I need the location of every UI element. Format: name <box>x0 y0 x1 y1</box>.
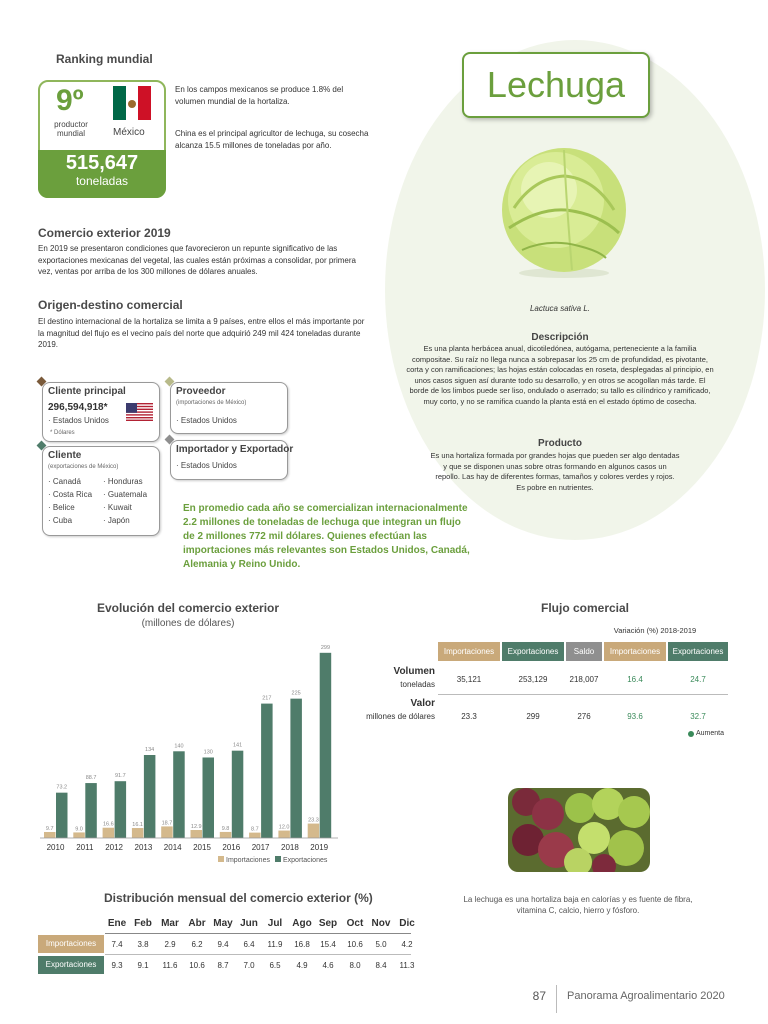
scientific-name: Lactuca sativa L. <box>529 304 591 313</box>
import-value-label: 9.0 <box>75 826 83 833</box>
flujo-header-saldo: Saldo <box>566 642 602 661</box>
lettuce-photo <box>508 788 650 872</box>
row-label-volumen: Volumen <box>393 666 435 677</box>
usa-flag-icon <box>126 403 153 421</box>
comercio-heading: Comercio exterior 2019 <box>38 226 171 240</box>
export-value-label: 91.7 <box>114 773 126 780</box>
month-header: May <box>213 918 233 929</box>
ranking-heading: Ranking mundial <box>56 52 153 66</box>
impexp-country: · Estados Unidos <box>176 461 237 470</box>
month-header: Ene <box>107 918 127 929</box>
import-bar <box>132 828 144 838</box>
ranking-text-2: China es el principal agricultor de lechuga, su cosecha alcanza 15.5 millones de toneladas por año. <box>175 129 369 150</box>
cliente-item: · Canadá <box>48 477 81 486</box>
monthly-cell: 6.5 <box>269 961 281 970</box>
export-bar <box>203 757 215 838</box>
monthly-cell: 7.0 <box>243 961 255 970</box>
monthly-cell: 8.4 <box>375 961 387 970</box>
table-divider <box>438 694 728 695</box>
origen-text: El destino internacional de la hortaliza se limita a 9 países, entre ellos el más importante por la magnitud del flujo es el vecino país del norte que adquirió 249 mil 424 toneladas durante 2019. <box>38 317 365 349</box>
photo-caption: La lechuga es una hortaliza baja en calorías y es fuente de fibra, vitamina C, calcio, hierro y fósforo. <box>463 895 693 915</box>
export-value-label: 73.2 <box>56 784 68 791</box>
export-value-label: 141 <box>232 742 243 749</box>
monthly-cell: 9.3 <box>111 961 123 970</box>
impexp-title: Importador y Exportador <box>176 444 294 455</box>
monthly-cell: 4.9 <box>296 961 308 970</box>
import-bar <box>44 832 56 838</box>
export-bar <box>173 751 185 838</box>
publication-name: Panorama Agroalimentario 2020 <box>567 990 725 1002</box>
cliente-item: · Cuba <box>48 516 73 525</box>
import-bar <box>308 824 320 838</box>
monthly-cell: 11.3 <box>399 961 415 970</box>
flujo-cell: 23.3 <box>461 712 477 721</box>
product-text: Es una hortaliza formada por grandes hojas que pueden ser algo dentadas y que se disponen unas sobre otras formando en algunos casos un repollo. Las hay de diferentes formas, tamaños y colores verdes y rojos. Es pobre en nutrientes. <box>430 451 680 492</box>
export-bar <box>261 704 273 838</box>
proveedor-sub: (importaciones de México) <box>176 400 247 406</box>
export-value-label: 225 <box>291 690 301 697</box>
monthly-cell: 4.6 <box>322 961 334 970</box>
export-bar <box>85 783 97 838</box>
proveedor-title: Proveedor <box>176 386 226 397</box>
x-tick-label: 2012 <box>105 843 123 852</box>
x-tick-label: 2014 <box>163 843 182 852</box>
monthly-cell: 10.6 <box>347 940 363 949</box>
cliente-item: · Honduras <box>103 477 143 486</box>
flujo-cell: 276 <box>577 712 591 721</box>
monthly-divider <box>105 954 411 955</box>
import-bar <box>249 833 261 838</box>
month-header: Jun <box>240 918 258 929</box>
monthly-cell: 11.9 <box>267 940 283 949</box>
import-value-label: 12.9 <box>190 824 202 831</box>
chart-title: Evolución del comercio exterior <box>96 601 280 615</box>
monthly-divider <box>105 933 411 934</box>
comercio-text: En 2019 se presentaron condiciones que favorecieron un repunte significativo de las exportaciones mexicanas del vegetal, las cuales están próximas a consolidar, por primera vez, ventas por arriba de los 300 millones de dólares anuales. <box>38 244 356 276</box>
import-value-label: 16.1 <box>132 822 144 829</box>
export-value-label: 130 <box>203 749 213 756</box>
month-header: Feb <box>134 918 152 929</box>
flujo-heading: Flujo comercial <box>540 601 630 615</box>
import-value-label: 18.7 <box>161 820 173 827</box>
monthly-cell: 15.4 <box>320 940 336 949</box>
monthly-cell: 4.2 <box>401 940 413 949</box>
flujo-cell: 16.4 <box>627 675 643 684</box>
flujo-cell: 218,007 <box>569 675 599 684</box>
monthly-cell: 8.0 <box>349 961 361 970</box>
import-bar <box>191 830 203 838</box>
ranking-position-label: productor mundial <box>54 120 88 138</box>
flujo-cell: 253,129 <box>518 675 548 684</box>
month-header: Dic <box>399 918 415 929</box>
flujo-cell: 93.6 <box>627 712 643 721</box>
export-bar <box>144 755 156 838</box>
import-value-label: 8.7 <box>251 826 259 833</box>
flujo-header-var-importaciones: Importaciones <box>604 642 666 661</box>
monthly-cell: 11.6 <box>162 961 178 970</box>
monthly-row-label-exportaciones: Exportaciones <box>38 956 104 974</box>
monthly-row-label-importaciones: Importaciones <box>38 935 104 953</box>
increase-dot-icon <box>688 731 694 737</box>
flujo-header-exportaciones: Exportaciones <box>502 642 564 661</box>
x-tick-label: 2019 <box>310 843 329 852</box>
cliente-principal-value: 296,594,918* <box>48 402 108 413</box>
legend-label-importaciones: Importaciones <box>226 857 270 864</box>
flujo-cell: 35,121 <box>456 675 482 684</box>
import-bar <box>103 828 115 838</box>
month-header: Mar <box>161 918 179 929</box>
month-header: Oct <box>346 918 364 929</box>
cliente-title: Cliente <box>48 450 82 461</box>
x-tick-label: 2010 <box>46 843 65 852</box>
month-header: Jul <box>267 918 283 929</box>
cliente-item: · Guatemala <box>103 490 148 499</box>
ranking-position: 9º <box>56 84 84 117</box>
x-tick-label: 2015 <box>193 843 211 852</box>
flujo-header-var-exportaciones: Exportaciones <box>668 642 728 661</box>
export-bar <box>56 793 68 838</box>
monthly-heading: Distribución mensual del comercio exterior (%) <box>104 891 373 905</box>
cliente-principal-note: * Dólares <box>50 430 75 436</box>
month-header: Abr <box>188 918 206 929</box>
product-title-box <box>462 52 650 118</box>
origen-heading: Origen-destino comercial <box>38 298 183 312</box>
export-value-label: 140 <box>174 743 184 750</box>
import-value-label: 23.3 <box>308 817 319 824</box>
product-heading: Producto <box>538 438 582 449</box>
legend-label-exportaciones: Exportaciones <box>283 857 328 864</box>
x-tick-label: 2011 <box>76 843 94 852</box>
cliente-item: · Belice <box>48 503 75 512</box>
cliente-item: · Costa Rica <box>48 490 93 499</box>
production-unit: toneladas <box>75 174 129 188</box>
chart-subtitle: (millones de dólares) <box>141 618 235 629</box>
trade-evolution-chart <box>38 632 348 872</box>
export-bar <box>232 751 244 838</box>
monthly-cell: 6.4 <box>243 940 255 949</box>
monthly-cell: 9.4 <box>217 940 229 949</box>
x-tick-label: 2013 <box>134 843 153 852</box>
export-bar <box>290 699 302 838</box>
footer-divider <box>556 985 557 1013</box>
export-bar <box>320 653 332 838</box>
x-tick-label: 2017 <box>251 843 270 852</box>
row-label-valor: Valor <box>410 698 435 709</box>
legend-swatch-importaciones <box>218 856 224 862</box>
country-label: México <box>113 127 145 138</box>
import-value-label: 9.8 <box>221 825 230 832</box>
import-value-label: 12.0 <box>278 824 290 831</box>
x-tick-label: 2018 <box>281 843 299 852</box>
row-sublabel-valor: millones de dólares <box>366 712 435 721</box>
x-tick-label: 2016 <box>222 843 241 852</box>
export-value-label: 88.7 <box>85 775 97 782</box>
flujo-header-importaciones: Importaciones <box>438 642 500 661</box>
mexico-emblem-icon <box>128 100 136 108</box>
import-bar <box>73 832 85 838</box>
variation-label: Variación (%) 2018-2019 <box>613 626 697 635</box>
monthly-cell: 7.4 <box>111 940 123 949</box>
cliente-principal-title: Cliente principal <box>48 386 126 397</box>
row-sublabel-volumen: toneladas <box>400 680 435 689</box>
legend-swatch-exportaciones <box>275 856 281 862</box>
flujo-cell: 299 <box>526 712 540 721</box>
monthly-cell: 16.8 <box>294 940 310 949</box>
product-title: Lechuga <box>486 64 626 105</box>
cliente-item: · Kuwait <box>103 503 132 512</box>
ranking-text-1: En los campos mexicanos se produce 1.8% del volumen mundial de la hortaliza. <box>175 85 344 106</box>
export-value-label: 299 <box>320 644 331 651</box>
month-header: Sep <box>318 918 338 929</box>
increase-legend: Aumenta <box>696 730 725 737</box>
lettuce-image <box>494 138 634 278</box>
monthly-cell: 5.0 <box>375 940 387 949</box>
monthly-cell: 3.8 <box>137 940 149 949</box>
cliente-sub: (exportaciones de México) <box>48 464 119 470</box>
monthly-cell: 8.7 <box>217 961 229 970</box>
import-bar <box>220 832 232 838</box>
monthly-cell: 6.2 <box>191 940 203 949</box>
month-header: Ago <box>292 918 312 929</box>
export-value-label: 217 <box>262 695 272 702</box>
monthly-cell: 10.6 <box>189 961 205 970</box>
cliente-item: · Japón <box>103 516 130 525</box>
monthly-cell: 9.1 <box>137 961 149 970</box>
description-heading: Descripción <box>531 332 589 343</box>
export-value-label: 134 <box>145 747 155 754</box>
highlight-text: En promedio cada año se comercializan internacionalmente 2.2 millones de toneladas de lechuga que integran un flujo de 2 millones 772 mil dólares. Quienes efectúan las importaciones más relevantes son Estados Unidos, Canadá, Alemania y Reino Unido. <box>183 503 470 570</box>
description-text: Es una planta herbácea anual, dicotiledónea, autógama, perteneciente a la familia compositae. Su raíz no llega nunca a sobrepasar los 25 cm de profundidad, es pivotante, corta y con ramificaciones; las hojas están colocadas en roseta, desplegadas al principio, en unos casos siguen así durante todo su desarrollo, y en otros se acogollan más tarde. El borde de los limbos puede ser liso, ondulado o aserrado; su tallo es cilíndrico y ramificado, muy corto, y no se ramifica cuando la planta está en el estado óptimo de cosecha. <box>406 344 714 406</box>
proveedor-country: · Estados Unidos <box>176 416 237 425</box>
page-number: 87 <box>532 989 546 1003</box>
monthly-cell: 2.9 <box>164 940 176 949</box>
cliente-principal-country: · Estados Unidos <box>48 416 109 425</box>
import-value-label: 9.7 <box>45 825 54 832</box>
month-header: Nov <box>371 918 391 929</box>
flujo-cell: 24.7 <box>690 675 706 684</box>
import-bar <box>278 831 290 838</box>
flujo-cell: 32.7 <box>690 712 706 721</box>
production-value: 515,647 <box>65 152 139 174</box>
production-box <box>38 150 166 198</box>
import-value-label: 16.6 <box>102 821 114 828</box>
import-bar <box>161 826 173 838</box>
export-bar <box>115 781 127 838</box>
